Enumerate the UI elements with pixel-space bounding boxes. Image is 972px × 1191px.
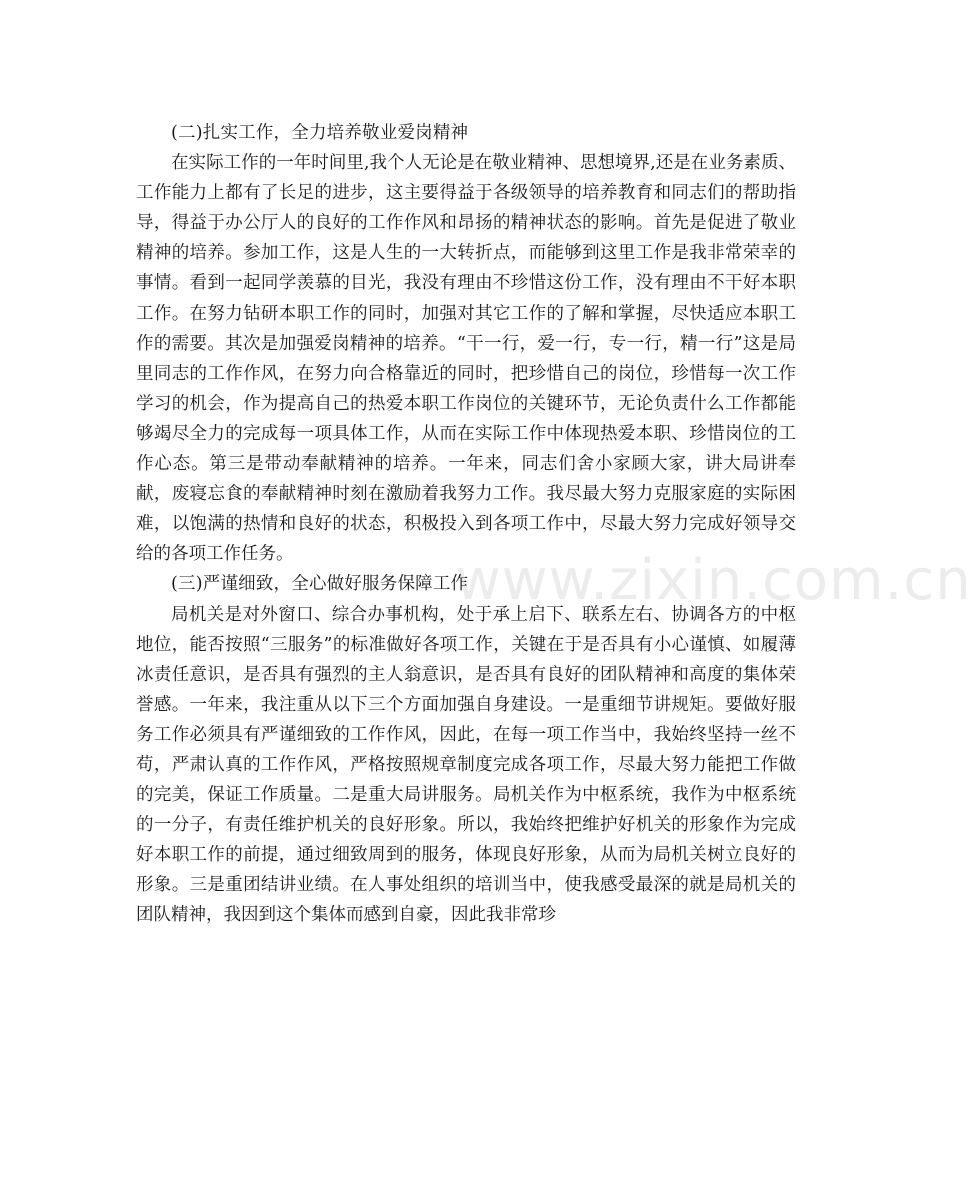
section-body-3: 局机关是对外窗口、综合办事机构，处于承上启下、联系左右、协调各方的中枢地位，能否按照“三服务”的标准做好各项工作，关键在于是否具有小心谨慎、如履薄冰责任意识，是否具有强烈的主人翁意识，是否具有良好的团队精神和高度的集体荣誉感。一年来，我注重从以下三个方面加强自身建设。一是重细节讲规矩。要做好服务工作必须具有严谨细致的工作作风，因此，在每一项工作当中，我始终坚持一丝不苟，严肃认真的工作作风，严格按照规章制度完成各项工作，尽最大努力能把工作做的完美，保证工作质量。二是重大局讲服务。局机关作为中枢系统，我作为中枢系统的一分子，有责任维护机关的良好形象。所以，我始终把维护好机关的形象作为完成好本职工作的前提，通过细致周到的服务，体现良好形象，从而为局机关树立良好的形象。三是重团结讲业绩。在人事处组织的培训当中，使我感受最深的就是局机关的团队精神，我因到这个集体而感到自豪，因此我非常珍 — [136, 604, 796, 926]
document-content — [136, 118, 796, 931]
watermark: www.zixin.com.cn — [455, 548, 972, 613]
section-heading-2: (二)扎实工作，全力培养敬业爱岗精神 — [171, 123, 469, 143]
section-body-2: 在实际工作的一年时间里,我个人无论是在敬业精神、思想境界,还是在业务素质、工作能力上都有了长足的进步，这主要得益于各级领导的培养教育和同志们的帮助指导，得益于办公厅人的良好的工作作风和昂扬的精神状态的影响。首先是促进了敬业精神的培养。参加工作，这是人生的一大转折点，而能够到这里工作是我非常荣幸的事情。看到一起同学羡慕的目光，我没有理由不珍惜这份工作，没有理由不干好本职工作。在努力钻研本职工作的同时，加强对其它工作的了解和掌握，尽快适应本职工作的需要。其次是加强爱岗精神的培养。“干一行，爱一行，专一行，精一行”这是局里同志的工作作风，在努力向合格靠近的同时，把珍惜自己的岗位，珍惜每一次工作学习的机会，作为提高自己的热爱本职工作岗位的关键环节，无论负责什么工作都能够竭尽全力的完成每一项具体工作，从而在实际工作中体现热爱本职、珍惜岗位的工作心态。第三是带动奉献精神的培养。一年来，同志们舍小家顾大家，讲大局讲奉献，废寝忘食的奉献精神时刻在激励着我努力工作。我尽最大努力克服家庭的实际困难，以饱满的热情和良好的状态，积极投入到各项工作中，尽最大努力完成好领导交给的各项工作任务。 — [136, 153, 796, 565]
section-heading-3: (三)严谨细致，全心做好服务保障工作 — [171, 574, 469, 595]
